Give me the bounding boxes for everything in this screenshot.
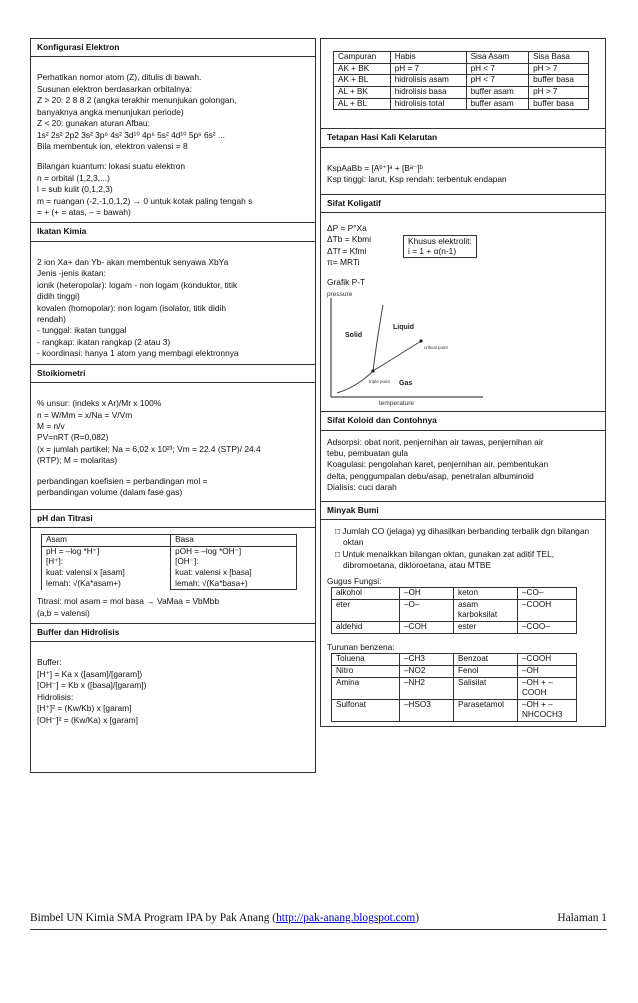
table-cell: pH < 7 — [466, 75, 529, 87]
liquid-label: Liquid — [393, 324, 414, 332]
text-line: kovalen (homopolar): non logam (isolator, titik didih — [37, 302, 226, 313]
table-cell: –OH + –COOH — [518, 677, 577, 699]
cell-line: pOH = –log *OH⁻] — [175, 546, 242, 556]
critical-point-label: critical point — [424, 345, 448, 351]
text-line: [OH⁻]² = (Kw/Ka) x [garam] — [37, 714, 138, 725]
text-line: rendah) — [37, 314, 66, 325]
table-cell: pH = 7 — [390, 63, 466, 75]
text-line: Dialisis: cuci darah — [327, 482, 397, 493]
table-cell: Fenol — [454, 665, 518, 677]
footer-text: Bimbel UN Kimia SMA Program IPA by Pak Anang ( — [30, 912, 277, 924]
text-line: Bila membentuk ion, elektron valensi = 8 — [37, 140, 188, 151]
bullet-icon: □ — [335, 548, 343, 559]
text-line: perbandingan koefisien = perbandingan mol = — [37, 475, 208, 486]
section-title: Ikatan Kimia — [31, 223, 315, 241]
table-row — [334, 52, 589, 64]
footer-text-end: ) — [415, 912, 420, 924]
table-cell: Benzoat — [454, 654, 518, 666]
text-line: Buffer: — [37, 657, 62, 668]
table-cell: ester — [454, 622, 518, 634]
table-row — [332, 654, 577, 666]
triple-point-label: triple point — [369, 379, 390, 385]
text-line: M = n/v — [37, 420, 65, 431]
text-line: ΔTf = Kfmi — [327, 245, 367, 256]
right-column — [320, 38, 606, 727]
table-cell: hidrolisis basa — [390, 86, 466, 98]
text-line: [OH⁻] = Kb x ([basa]/[garam]) — [37, 680, 147, 691]
table-cell: buffer asam — [466, 86, 529, 98]
vaporization-curve — [373, 341, 421, 371]
buffer-section — [31, 624, 315, 772]
table-cell: Sisa Asam — [466, 52, 529, 64]
text-line: % unsur: (indeks x Ar)/Mr x 100% — [37, 398, 162, 409]
table-cell: Campuran — [334, 52, 391, 64]
section-title: Tetapan Hasi Kali Kelarutan — [321, 129, 605, 147]
table-cell: asam karboksilat — [454, 599, 518, 621]
table-cell: Habis — [390, 52, 466, 64]
text-line: [H⁺] = Ka x ([asam]/[garam]) — [37, 668, 143, 679]
cell-line: kuat: valensi x [asam] — [46, 567, 125, 577]
box-line: i = 1 + α(n-1) — [408, 246, 457, 257]
khusus-box — [403, 235, 477, 258]
table-cell: Asam — [42, 534, 171, 546]
ksp-formula: KspAaBb = [Aᵇ⁺]ᵃ + [Bᵃ⁻]ᵇ — [327, 162, 423, 173]
cell-line: lemah: √(Ka*asam+) — [46, 578, 121, 588]
ph-table — [41, 534, 297, 590]
text-line: Z < 20: gunakan aturan Afbau: — [37, 118, 150, 129]
text-line: Hidrolisis: — [37, 691, 74, 702]
pt-phase-diagram — [327, 289, 487, 407]
text-line: m = ruangan (-2,-1,0,1,2) → 0 untuk kotak paling tengah s — [37, 195, 253, 206]
page-footer — [30, 912, 607, 924]
text-line: Bilangan kuantum: lokasi suatu elektron — [37, 161, 186, 172]
text-line: Koagulasi: pengolahan karet, penjernihan air, pembentukan — [327, 459, 549, 470]
table-cell: AL + BK — [334, 86, 391, 98]
table-cell: –NH2 — [400, 677, 454, 699]
bullet-text: Untuk menaikkan bilangan oktan, gunakan zat aditif TEL, dibromoetana, dikloroetana, atau MTBE — [342, 548, 555, 571]
table-row — [332, 622, 577, 634]
section-title: pH dan Titrasi — [31, 510, 315, 528]
text-line: n = orbital (1,2,3,...) — [37, 172, 110, 183]
bullet-text: Jumlah CO (jelaga) yg dihasilkan berbanding terbalik dgn bilangan oktan — [342, 526, 590, 548]
table-row — [42, 546, 297, 590]
aufbau-line: 1s² 2s² 2p2 3s² 3p⁶ 4s² 3d¹⁰ 4p⁶ 5s² 4d¹⁰ 5p⁶ 6s² ... — [37, 129, 225, 140]
text-line: didih tinggi) — [37, 291, 80, 302]
table-row — [332, 677, 577, 699]
text-line: = + (+ = atas, – = bawah) — [37, 207, 131, 218]
table-cell: keton — [454, 588, 518, 600]
table-cell: –COH — [400, 622, 454, 634]
section-title: Buffer dan Hidrolisis — [31, 624, 315, 642]
sublimation-curve — [337, 371, 373, 393]
text-line: tebu, pembuatan gula — [327, 447, 409, 458]
table-cell: hidrolisis total — [390, 98, 466, 110]
turunan-table — [331, 653, 577, 722]
table-cell: buffer basa — [529, 75, 589, 87]
text-line: 2 ion Xa+ dan Yb- akan membentuk senyawa XbYa — [37, 256, 229, 267]
text-line: - rangkap: ikatan rangkap (2 atau 3) — [37, 336, 171, 347]
turunan-title: Turunan benzena: — [327, 641, 395, 652]
section-title: Stoikiometri — [31, 365, 315, 383]
table-cell: Salisilat — [454, 677, 518, 699]
left-column — [30, 38, 316, 773]
table-cell: AK + BK — [334, 63, 391, 75]
footer-link[interactable]: http://pak-anang.blogspot.com — [276, 912, 416, 924]
table-cell: Toluena — [332, 654, 400, 666]
campuran-table — [333, 51, 589, 110]
table-cell: pH > 7 — [529, 63, 589, 75]
bullet-item — [335, 549, 599, 572]
bullet-icon: □ — [335, 526, 343, 537]
text-line: ΔP = P°Xa — [327, 222, 367, 233]
table-cell: aldehid — [332, 622, 400, 634]
table-cell: –CO– — [518, 588, 577, 600]
stoikiometri-section — [31, 365, 315, 510]
text-line: ionik (heteropolar): logam - non logam (konduktor, titik — [37, 279, 238, 290]
text-line: Susunan elektron berdasarkan orbitalnya: — [37, 83, 193, 94]
koligatif-section — [321, 195, 605, 413]
cell-line: pH = –log *H⁺] — [46, 546, 100, 556]
table-row — [332, 665, 577, 677]
gas-label: Gas — [399, 380, 413, 388]
cell-line: [H⁺]: — [46, 557, 64, 567]
temperature-axis-label: temperature — [379, 400, 415, 408]
table-row — [334, 75, 589, 87]
text-line: banyaknya angka menunjukan periode) — [37, 106, 184, 117]
gugus-table — [331, 587, 577, 634]
table-cell: Nitro — [332, 665, 400, 677]
minyak-section — [321, 502, 605, 727]
text-line: π= MRTi — [327, 257, 360, 268]
gugus-title: Gugus Fungsi: — [327, 575, 382, 586]
text-line: - tunggal: ikatan tunggal — [37, 325, 127, 336]
titrasi-line: Titrasi: mol asam = mol basa → VaMaa = VbMbb — [37, 596, 219, 607]
table-row — [42, 534, 297, 546]
koloid-section — [321, 412, 605, 502]
table-cell: hidrolisis asam — [390, 75, 466, 87]
text-line: delta, penggumpalan debu/asap, penetralan albuminoid — [327, 470, 534, 481]
text-line: PV=nRT (R=0,082) — [37, 432, 109, 443]
cell-line: kuat: valensi x [basa] — [175, 567, 252, 577]
section-title: Minyak Bumi — [321, 502, 605, 520]
table-cell — [42, 546, 171, 590]
text-line: - koordinasi: hanya 1 atom yang membagi elektronnya — [37, 348, 239, 359]
fusion-curve — [373, 305, 383, 371]
ikatan-section — [31, 223, 315, 364]
box-line: Khusus elektrolit: — [408, 235, 472, 246]
campuran-section — [321, 39, 605, 129]
section-title: Sifat Koloid dan Contohnya — [321, 412, 605, 430]
table-cell: –CH3 — [400, 654, 454, 666]
table-cell: Amina — [332, 677, 400, 699]
pressure-axis-label: pressure — [327, 291, 353, 299]
text-line: Perhatikan nomor atom (Z), ditulis di bawah. — [37, 72, 202, 83]
text-line: (x = jumlah partikel; Na = 6,02 x 10²³; Vm = 22.4 (STP)/ 24.4 — [37, 443, 261, 454]
table-row — [332, 599, 577, 621]
table-cell: AL + BL — [334, 98, 391, 110]
table-cell: pH > 7 — [529, 86, 589, 98]
triple-point-marker — [371, 369, 374, 372]
table-cell: alkohol — [332, 588, 400, 600]
table-cell: –HSO3 — [400, 699, 454, 721]
text-line: Ksp tinggi: larut, Ksp rendah: terbentuk endapan — [327, 174, 507, 185]
text-line: n = W/Mm = x/Na = V/Vm — [37, 409, 133, 420]
ksp-section — [321, 129, 605, 194]
section-title: Sifat Koligatif — [321, 195, 605, 213]
critical-point-marker — [419, 339, 422, 342]
text-line: Grafik P-T — [327, 276, 366, 287]
cell-line: lemah: √(Ka*basa+) — [175, 578, 248, 588]
table-row — [334, 98, 589, 110]
bullet-item — [335, 526, 599, 549]
table-row — [332, 699, 577, 721]
text-line: perbandingan volume (dalam fase gas) — [37, 487, 183, 498]
table-cell: buffer basa — [529, 98, 589, 110]
cell-line: [OH⁻]: — [175, 557, 199, 567]
text-line: Z > 20: 2 8 8 2 (angka terakhir menunjukan golongan, — [37, 95, 237, 106]
footer-rule — [30, 929, 607, 930]
text-line: Jenis -jenis ikatan: — [37, 268, 106, 279]
text-line: [H⁺]² = (Kw/Kb) x [garam] — [37, 703, 132, 714]
page-number: Halaman 1 — [557, 912, 607, 924]
table-cell: –COOH — [518, 599, 577, 621]
text-line: l = sub kulit (0,1,2,3) — [37, 184, 113, 195]
table-cell: –NO2 — [400, 665, 454, 677]
table-cell: Parasetamol — [454, 699, 518, 721]
table-cell: –COOH — [518, 654, 577, 666]
table-cell: eter — [332, 599, 400, 621]
section-title: Konfigurasi Elektron — [31, 39, 315, 57]
table-cell: –COO– — [518, 622, 577, 634]
table-cell: –OH — [518, 665, 577, 677]
table-row — [332, 588, 577, 600]
table-cell: Sulfonat — [332, 699, 400, 721]
table-cell — [171, 546, 297, 590]
table-cell: –O– — [400, 599, 454, 621]
text-line: (RTP); M = molaritas) — [37, 455, 118, 466]
solid-label: Solid — [345, 332, 363, 340]
table-row — [334, 63, 589, 75]
table-cell: buffer asam — [466, 98, 529, 110]
table-cell: AK + BL — [334, 75, 391, 87]
table-cell: –OH + –NHCOCH3 — [518, 699, 577, 721]
table-cell: –OH — [400, 588, 454, 600]
table-cell: Basa — [171, 534, 297, 546]
text-line: ΔTb = Kbmi — [327, 234, 371, 245]
table-cell: pH < 7 — [466, 63, 529, 75]
text-line: (a,b = valensi) — [37, 607, 90, 618]
ph-section — [31, 510, 315, 625]
table-cell: Sisa Basa — [529, 52, 589, 64]
text-line: Adsorpsi: obat norit, penjernihan air tawas, penjernihan air — [327, 436, 544, 447]
konfigurasi-section — [31, 39, 315, 223]
table-row — [334, 86, 589, 98]
